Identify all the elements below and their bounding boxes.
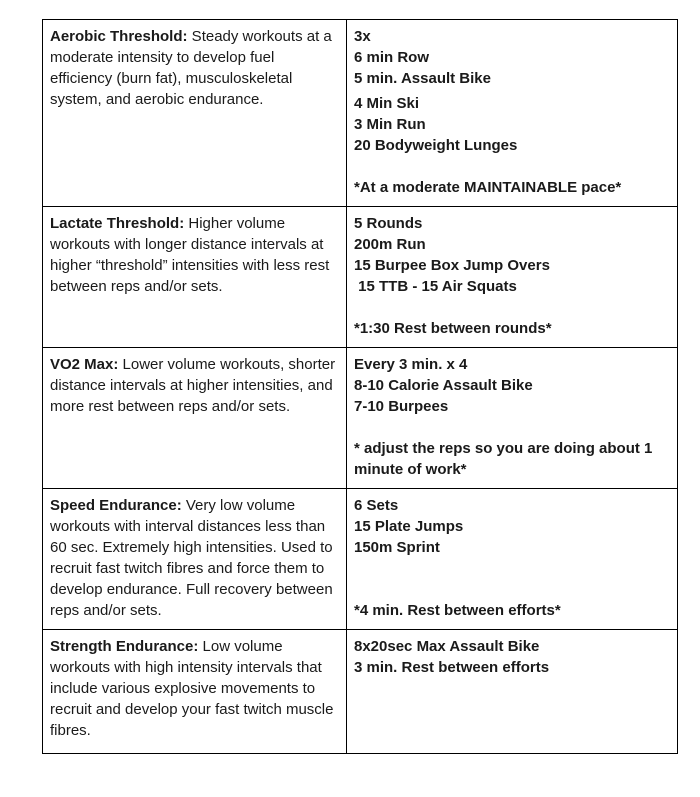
training-table [42,19,678,754]
table-row-vo2-max [43,348,678,489]
workout-line: 6 min Row [354,49,430,66]
workout-cell [347,348,678,489]
description-text: Higher volume workouts with longer distance intervals at higher “threshold” intensities with less rest between reps and/or sets. [50,215,330,295]
workout-line: 15 TTB - 15 Air Squats [354,278,517,295]
description-cell [43,20,347,207]
table-row-aerobic-threshold [43,20,678,207]
term-label: Strength Endurance: [50,638,199,655]
workout-note: * adjust the reps so you are doing about 1 minute of work* [354,440,653,478]
workout-line: 8x20sec Max Assault Bike [354,638,540,655]
workout-line: 200m Run [354,236,426,253]
workout-cell [347,630,678,754]
workout-line: 3 Min Run [354,116,426,133]
table-row-lactate-threshold [43,207,678,348]
workout-line: 15 Burpee Box Jump Overs [354,257,550,274]
workout-line: 3x [354,28,371,45]
term-label: Lactate Threshold: [50,215,185,232]
description-cell [43,630,347,754]
workout-line: 3 min. Rest between efforts [354,659,550,676]
description-text: Steady workouts at a moderate intensity to develop fuel efficiency (burn fat), musculoskeletal system, and aerobic endurance. [50,28,332,108]
workout-cell [347,489,678,630]
workout-line: 8-10 Calorie Assault Bike [354,377,533,394]
description-text: Very low volume workouts with interval distances less than 60 sec. Extremely high intensities. Used to recruit fast twitch fibres and force them to develop endurance. Full recovery between reps and/or sets. [50,497,333,619]
description-cell [43,489,347,630]
term-label: VO2 Max: [50,356,119,373]
description-text: Lower volume workouts, shorter distance intervals at higher intensities, and more rest between reps and/or sets. [50,356,336,415]
workout-note: *1:30 Rest between rounds* [354,320,552,337]
table-row-strength-endurance [43,630,678,754]
workout-line: 5 Rounds [354,215,423,232]
description-text: Low volume workouts with high intensity intervals that include various explosive movements to recruit and develop your fast twitch muscle fibres. [50,638,334,739]
workout-line: Every 3 min. x 4 [354,356,468,373]
description-cell [43,348,347,489]
table-row-speed-endurance [43,489,678,630]
workout-line: 7-10 Burpees [354,398,449,415]
workout-cell [347,20,678,207]
term-label: Aerobic Threshold: [50,28,188,45]
workout-line: 20 Bodyweight Lunges [354,137,518,154]
workout-note: *At a moderate MAINTAINABLE pace* [354,179,622,196]
workout-cell [347,207,678,348]
description-cell [43,207,347,348]
workout-note: *4 min. Rest between efforts* [354,602,561,619]
term-label: Speed Endurance: [50,497,182,514]
workout-line: 15 Plate Jumps [354,518,464,535]
workout-line: 150m Sprint [354,539,440,556]
workout-line: 4 Min Ski [354,95,420,112]
workout-line: 5 min. Assault Bike [354,70,491,87]
workout-line: 6 Sets [354,497,399,514]
